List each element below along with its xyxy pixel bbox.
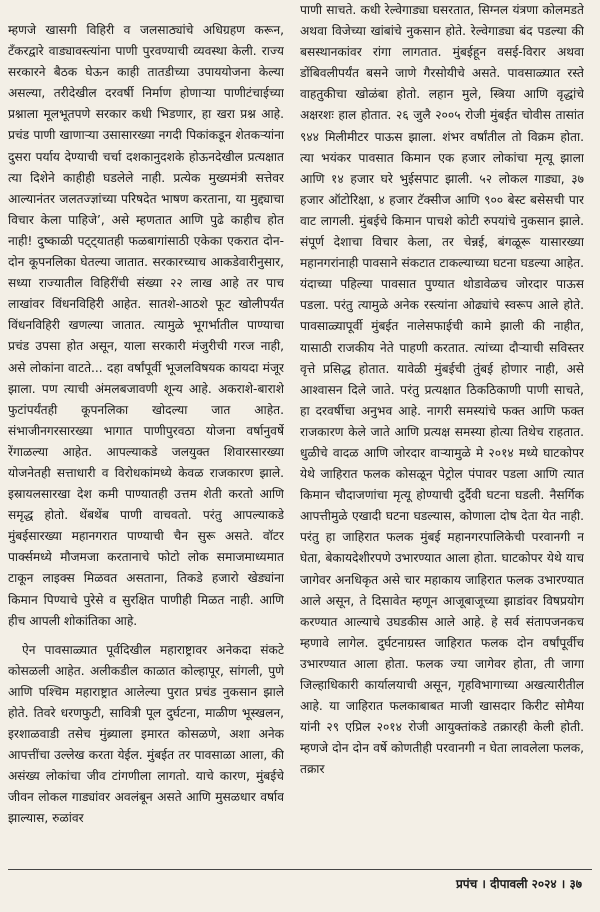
page-footer: प्रपंच । दीपावली २०२४ । ३७ xyxy=(455,877,582,891)
left-column xyxy=(8,20,284,860)
footer-divider xyxy=(8,869,592,870)
paragraph: म्हणजे खासगी विहिरी व जलसाठ्यांचे अधिग्रहण करून, टँकरद्वारे वाड्यावस्त्यांना पाणी पुरवण्याची व्यवस्था केली. राज्य सरकारने बैठक घेऊन काही तातडीच्या उपाययोजना केल्या असल्या, तरीदेखील दरवर्षी निर्माण होणाऱ्या पाणीटंचाईच्या प्रश्नाला मूलभूतपणे सरकार कधी भिडणार, हा खरा प्रश्न आहे. प्रचंड पाणी खाणाऱ्या उसासारख्या नगदी पिकांकडून शेतकऱ्यांना दुसरा पर्याय देण्याची चर्चा दशकानुदशके होऊनदेखील प्रत्यक्षात त्या दिशेने काहीही घडलेले नाही. प्रत्येक मुख्यमंत्री सत्तेवर आल्यानंतर जलतज्ज्ञांच्या परिषदेत भाषण करताना, या मुद्द्याचा विचार केला पाहिजे’, असे म्हणतात आणि पुढे काहीच होत नाही! दुष्काळी पट्ट्यातही फळबागांसाठी एकेका एकरात दोन-दोन कूपनलिका घेतल्या जातात. सरकारच्याच आकडेवारीनुसार, सध्या राज्यातील विहिरींची संख्या २२ लाख आहे तर पाच लाखांवर विंधनविहिरी आहेत. सातशे-आठशे फूट खोलीपर्यंत विंधनविहिरी खणल्या जातात. त्यामुळे भूगर्भातील पाण्याचा प्रचंड उपसा होत असून, याला सरकारी मंजुरीची गरज नाही, असे लोकांना वाटते... दहा वर्षांपूर्वी भूजलविषयक कायदा मंजूर झाला. पण त्याची अंमलबजावणी शून्य आहे. अकराशे-बाराशे फुटांपर्यंतही कूपनलिका खोदल्या जात आहेत. संभाजीनगरसारख्या भागात पाणीपुरवठा योजना वर्षानुवर्षे रेंगाळल्या आहेत. आपल्याकडे जलयुक्त शिवारसारख्या योजनेतही सत्ताधारी व विरोधकांमध्ये केवळ राजकारण झाले. इस्रायलसारखा देश कमी पाण्यातही उत्तम शेती करतो आणि समृद्ध होतो. थेंबथेंब पाणी वाचवतो. परंतु आपल्याकडे मुंबईसारख्या महानगरात पाण्याची चैन सुरू असते. वॉटर पार्क्समध्ये मौजमजा करतानाचे फोटो लोक समाजमाध्यमात टाकून लाइक्स मिळवत असताना, तिकडे हजारो खेड्यांना किमान पिण्याचे पुरेसे व सुरक्षित पाणीही मिळत नाही. आणि हीच आपली शोकांतिका आहे. xyxy=(8,23,284,628)
right-column xyxy=(300,0,584,862)
paragraph: ऐन पावसाळ्यात पूर्वदिखील महाराष्ट्रावर अनेकदा संकटे कोसळली आहेत. अलीकडील काळात कोल्हापूर, सांगली, पुणे आणि पश्चिम महाराष्ट्रात आलेल्या पुरात प्रचंड नुकसान झाले होते. तिवरे धरणफुटी, सावित्री पूल दुर्घटना, माळीण भूस्खलन, इरशाळवाडी तसेच मुंब्र्याला इमारत कोसळणे, अशा अनेक आपत्तींचा उल्लेख करता येईल. मुंबईत तर पावसाळा आला, की असंख्य लोकांचा जीव टांगणीला लागतो. याचे कारण, मुंबईचे जीवन लोकल गाड्यांवर अवलंबून असते आणि मुसळधार वर्षाव झाल्यास, रुळांवर xyxy=(8,642,284,826)
paragraph: पाणी साचते. कधी रेल्वेगाड्या घसरतात, सिग्नल यंत्रणा कोलमडते अथवा विजेच्या खांबांचे नुकसान होते. रेल्वेगाड्या बंद पडल्या की बसस्थानकांवर रांगा लागतात. मुंबईहून वसई-विरार अथवा डोंबिवलीपर्यंत बसने जाणे गैरसोयीचे असते. पावसाळ्यात रस्ते वाहतुकीचा खोळंबा होतो. लहान मुले, स्त्रिया आणि वृद्धांचे अक्षरशः हाल होतात. २६ जुलै २००५ रोजी मुंबईत चोवीस तासांत ९४४ मिलीमीटर पाऊस झाला. शंभर वर्षांतील तो विक्रम होता. त्या भयंकर पावसात किमान एक हजार लोकांचा मृत्यू झाला आणि १४ हजार घरे भुईसपाट झाली. ५२ लोकल गाड्या, ३७ हजार ऑटोरिक्षा, ४ हजार टॅक्सीज आणि ९०० बेस्ट बसेसची पार वाट लागली. मुंबईचे किमान पाचशे कोटी रुपयांचे नुकसान झाले. संपूर्ण देशाचा विचार केला, तर चेन्नई, बंगळूरू यासारख्या महानगरांनाही पावसाने संकटात टाकल्याच्या घटना घडल्या आहेत. यंदाच्या पहिल्या पावसात पुण्यात थोडावेळच जोरदार पाऊस पडला. परंतु त्यामुळे अनेक रस्त्यांना ओढ्यांचे स्वरूप आले होते. पावसाळ्यापूर्वी मुंबईत नालेसफाईची कामे झाली की नाहीत, यासाठी राजकीय नेते पाहणी करतात. त्यांच्या दौऱ्याची सविस्तर वृत्ते प्रसिद्ध होतात. यावेळी मुंबईची तुंबई होणार नाही, असे आश्वासन दिले जाते. परंतु प्रत्यक्षात ठिकठिकाणी पाणी साचते, हा दरवर्षीचा अनुभव आहे. नागरी समस्यांचे फक्त आणि फक्त राजकारण केले जाते आणि प्रत्यक्ष समस्या होत्या तिथेच राहतात. धुळीचे वादळ आणि जोरदार वाऱ्यामुळे मे २०१४ मध्ये घाटकोपर येथे जाहिरात फलक कोसळून पेट्रोल पंपावर पडला आणि त्यात किमान चौदाजणांचा मृत्यू होण्याची दुर्दैवी घटना घडली. नैसर्गिक आपत्तीमुळे एखादी घटना घडल्यास, कोणाला दोष देता येत नाही. परंतु हा जाहिरात फलक मुंबई महानगरपालिकेची परवानगी न घेता, बेकायदेशीरपणे उभारण्यात आला होता. घाटकोपर येथे याच जागेवर अनधिकृत असे चार महाकाय जाहिरात फलक उभारण्यात आले असून, ते दिसावेत म्हणून आजूबाजूच्या झाडांवर विषप्रयोग करण्यात आल्याचे उघडकीस आले आहे. हे सर्व संतापजनकच म्हणावे लागेल. दुर्घटनाग्रस्त जाहिरात फलक दोन वर्षांपूर्वीच उभारण्यात आला होता. फलक ज्या जागेवर होता, ती जागा जिल्हाधिकारी कार्यालयाची असून, गृहविभागाच्या अखत्यारीतील आहे. या जाहिरात फलकाबाबत माजी खासदार किरीट सोमैया यांनी २९ एप्रिल २०१४ रोजी आयुक्तांकडे तक्रारही केली होती. म्हणजे दोन दोन वर्षे कोणतीही परवानगी न घेता लावलेला फलक, तक्रार xyxy=(300,3,584,777)
